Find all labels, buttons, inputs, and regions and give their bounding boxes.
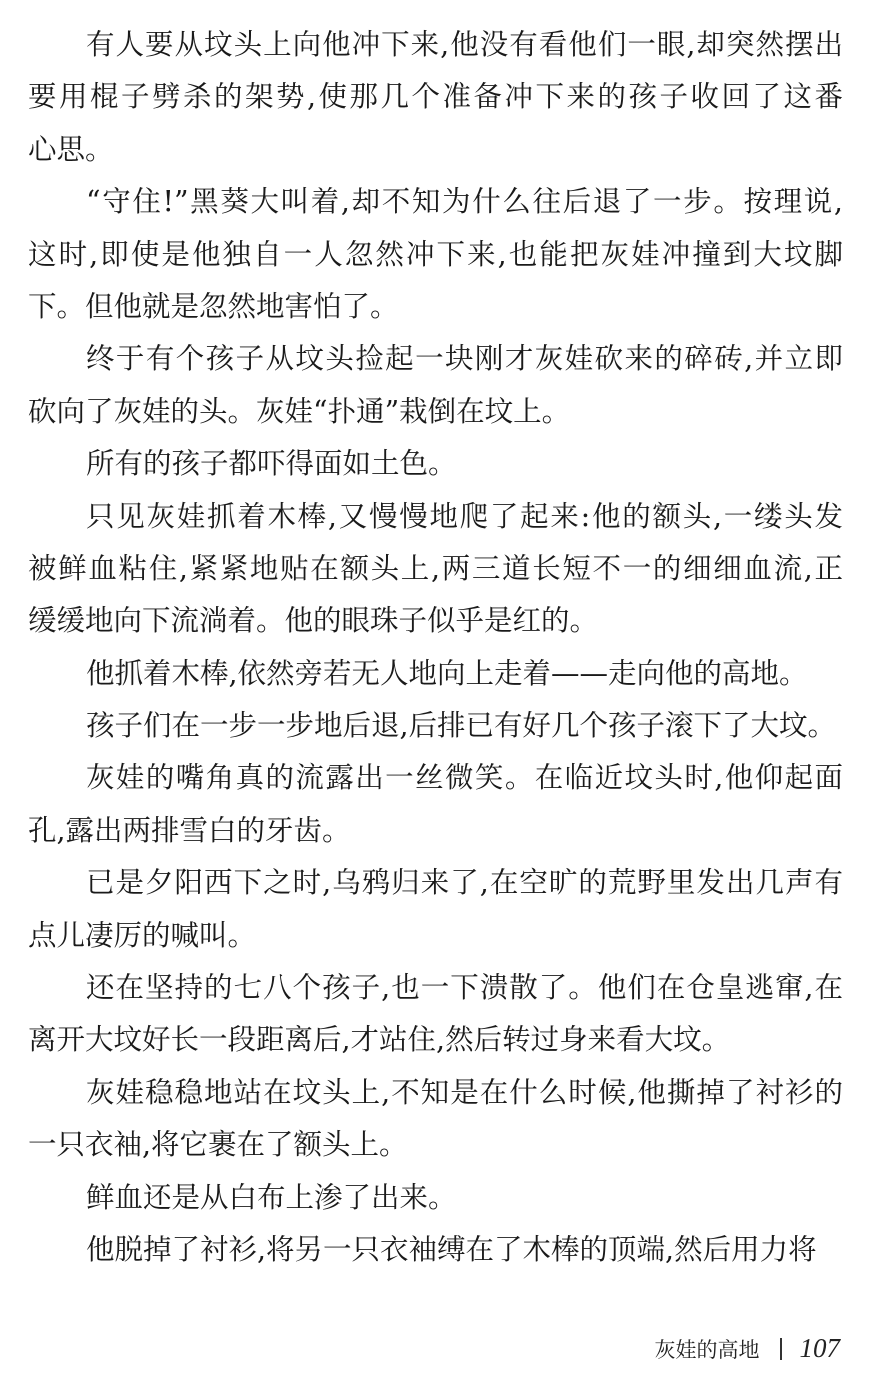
- text-line: 已是夕阳西下之时,乌鸦归来了,在空旷的荒野里发出几声有: [86, 866, 843, 900]
- text-line: 终于有个孩子从坟头捡起一块刚才灰娃砍来的碎砖,并立即: [86, 342, 843, 376]
- text-line: 还在坚持的七八个孩子,也一下溃散了。他们在仓皇逃窜,在: [86, 971, 843, 1005]
- paragraph: [28, 700, 843, 752]
- paragraph: [28, 1067, 843, 1172]
- paragraph: [28, 333, 843, 438]
- text-line: 离开大坟好长一段距离后,才站住,然后转过身来看大坟。: [28, 1023, 731, 1057]
- paragraph: [28, 491, 843, 648]
- paragraph: [28, 176, 843, 333]
- text-line: 灰娃稳稳地站在坟头上,不知是在什么时候,他撕掉了衬衫的: [86, 1075, 843, 1109]
- text-line: 孔,露出两排雪白的牙齿。: [28, 813, 351, 847]
- paragraph: [28, 19, 843, 176]
- text-line: 有人要从坟头上向他冲下来,他没有看他们一眼,却突然摆出: [86, 28, 843, 61]
- paragraph: [28, 857, 843, 962]
- paragraph: [28, 438, 843, 490]
- paragraph: [28, 962, 843, 1067]
- text-line: 这时,即使是他独自一人忽然冲下来,也能把灰娃冲撞到大坟脚: [28, 237, 843, 271]
- text-line: 心思。: [28, 132, 114, 166]
- text-line: 砍向了灰娃的头。灰娃“扑通”栽倒在坟上。: [28, 394, 571, 428]
- text-line: 下。但他就是忽然地害怕了。: [28, 289, 399, 323]
- text-line: 孩子们在一步一步地后退,后排已有好几个孩子滚下了大坟。: [86, 709, 837, 743]
- text-line: 鲜血还是从白布上渗了出来。: [86, 1180, 457, 1214]
- text-line: “守住!”黑葵大叫着,却不知为什么往后退了一步。按理说,: [86, 185, 843, 219]
- text-line: 被鲜血粘住,紧紧地贴在额头上,两三道长短不一的细细血流,正: [28, 551, 843, 585]
- paragraph: [28, 752, 843, 857]
- text-line: 一只衣袖,将它裹在了额头上。: [28, 1128, 408, 1162]
- text-line: 他抓着木棒,依然旁若无人地向上走着——走向他的高地。: [86, 656, 808, 690]
- text-line: 灰娃的嘴角真的流露出一丝微笑。在临近坟头时,他仰起面: [86, 761, 843, 795]
- running-title: 灰娃的高地: [654, 1337, 760, 1362]
- paragraph: [28, 648, 843, 700]
- text-line: 要用棍子劈杀的架势,使那几个准备冲下来的孩子收回了这番: [28, 80, 843, 114]
- page-footer: [655, 1333, 841, 1364]
- text-line: 只见灰娃抓着木棒,又慢慢地爬了起来:他的额头,一缕头发: [86, 499, 843, 533]
- paragraph: [28, 1224, 843, 1276]
- page-number: 107: [799, 1333, 840, 1363]
- body-text: [28, 19, 843, 1276]
- text-line: 缓缓地向下流淌着。他的眼珠子似乎是红的。: [28, 604, 599, 638]
- text-line: 他脱掉了衬衫,将另一只衣袖缚在了木棒的顶端,然后用力将: [86, 1232, 817, 1266]
- text-line: 点儿凄厉的喊叫。: [28, 918, 257, 952]
- footer-separator: [780, 1338, 782, 1360]
- text-line: 所有的孩子都吓得面如土色。: [86, 447, 457, 481]
- paragraph: [28, 1172, 843, 1224]
